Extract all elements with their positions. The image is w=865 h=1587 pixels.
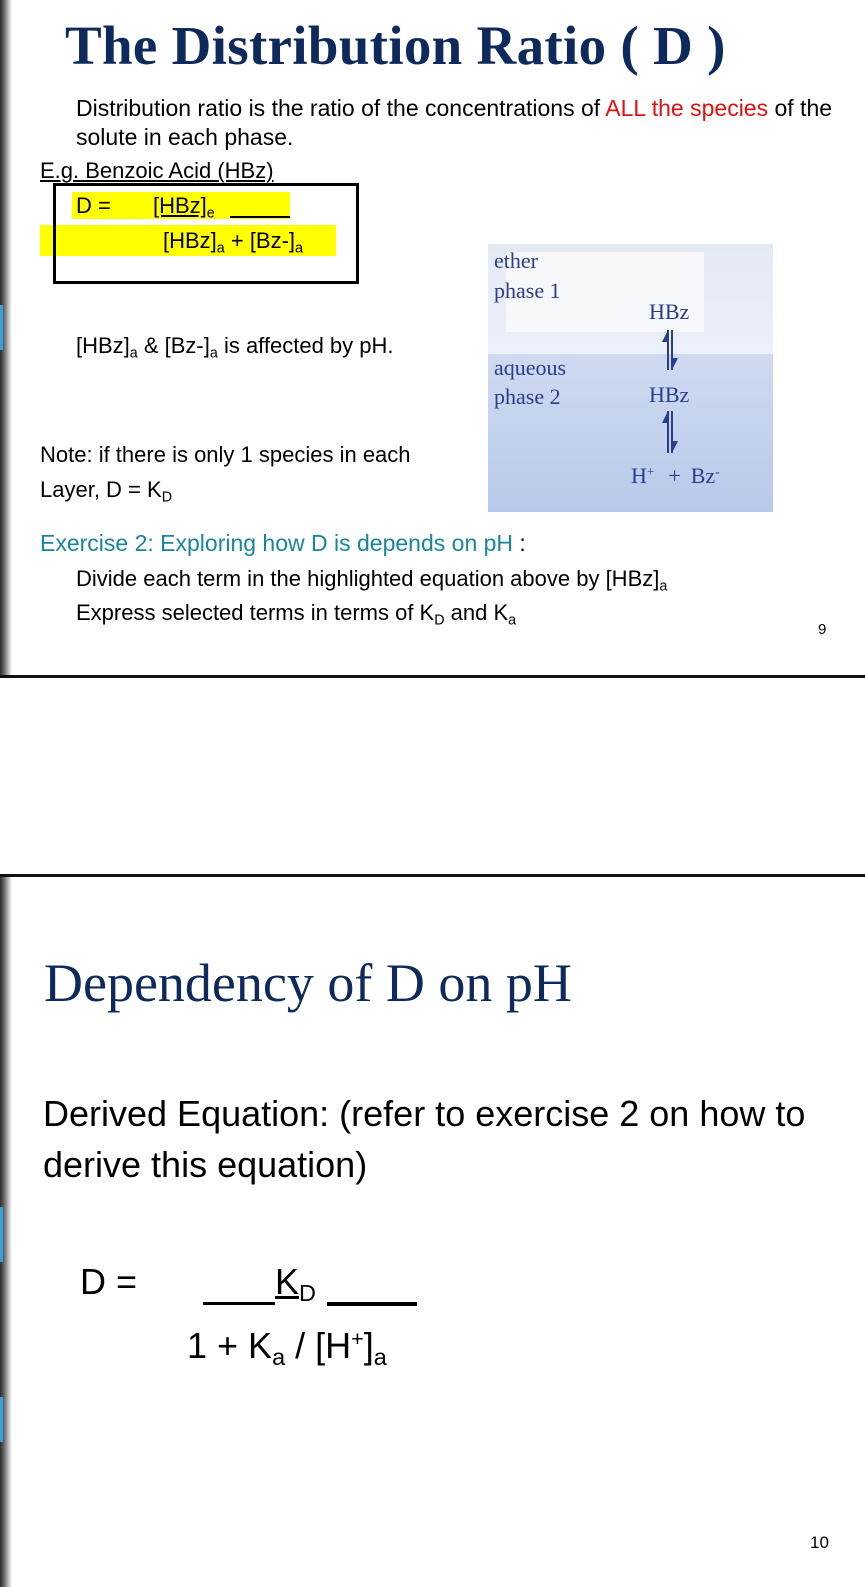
edge-accent-bar (0, 1397, 3, 1442)
exercise-step-1-subscript: a (659, 578, 668, 595)
definition-end-text: of the solute in each phase. (76, 95, 833, 150)
edge-accent-bar (0, 1207, 3, 1262)
note-line-2 (40, 472, 411, 507)
denominator-close: ] (363, 1325, 374, 1366)
exercise-step-2-mid: and K (444, 600, 509, 625)
ion-bz: Bz (690, 463, 716, 488)
example-label: E.g. Benzoic Acid (HBz) (40, 158, 274, 183)
slide-gap (0, 678, 865, 874)
slide-9 (0, 0, 865, 675)
denominator-b-subscript: a (295, 240, 303, 257)
ion-plus: + (668, 463, 681, 488)
aqueous-label-2: phase 2 (494, 384, 561, 409)
numerator-subscript: D (299, 1280, 316, 1307)
exercise-step-2-subscript-a: a (508, 612, 517, 629)
denominator-subscript-a: a (272, 1344, 286, 1371)
slide-title: Dependency of D on pH (44, 953, 572, 1013)
species-hbz-ether: HBz (649, 299, 690, 324)
exercise-heading-text: Exercise 2: Exploring how D is depends on pH (40, 530, 514, 556)
equation-numerator (275, 1261, 316, 1307)
page-number: 9 (818, 621, 827, 638)
numerator-text: [HBz] (153, 193, 207, 218)
numerator-text: K (275, 1261, 300, 1302)
exercise-step-2-subscript-d: D (434, 612, 445, 629)
note-text (40, 437, 411, 507)
definition-black-text: Distribution ratio is the ratio of the concentrations of (76, 95, 606, 121)
definition-highlight-text: ALL the species (605, 95, 769, 121)
definition-text (76, 94, 836, 152)
denominator-a: [HBz] (163, 228, 217, 253)
note-line-2-subscript: D (161, 489, 173, 506)
exercise-step-1 (76, 566, 668, 595)
exercise-step-1-text: Divide each term in the highlighted equation above by [HBz] (76, 566, 660, 591)
note-line-1: Note: if there is only 1 species in each (40, 442, 411, 467)
ether-label-2: phase 1 (494, 278, 561, 303)
derived-equation-text: Derived Equation: (refer to exercise 2 on how to derive this equation) (43, 1093, 806, 1185)
exercise-heading-colon: : (513, 530, 526, 556)
ion-h: H (631, 463, 647, 488)
equation-denominator (163, 228, 303, 257)
equation-lhs: D = (80, 1261, 138, 1302)
ph-species-a-subscript: a (129, 345, 138, 362)
equation-denominator (187, 1325, 387, 1371)
exercise-heading (40, 530, 526, 557)
denominator-superscript: + (351, 1326, 364, 1352)
ion-equation (631, 462, 720, 490)
denominator-b: + [Bz-] (224, 228, 296, 253)
ph-species-b-subscript: a (209, 345, 218, 362)
ion-bz-charge: - (715, 463, 720, 479)
fraction-line-right (327, 1302, 417, 1306)
dissociation-arrow-icon (658, 409, 682, 455)
ether-label-1: ether (494, 248, 538, 273)
phase-diagram (488, 244, 773, 512)
exercise-step-2-text: Express selected terms in terms of K (76, 600, 435, 625)
denominator-mid: / [H (285, 1325, 352, 1366)
ph-species-a: [HBz] (76, 333, 130, 358)
fraction-line (230, 216, 290, 218)
slide-title: The Distribution Ratio ( D ) (65, 15, 726, 76)
denominator-subscript-a2: a (373, 1344, 387, 1371)
ph-statement (76, 333, 394, 362)
denominator-a-subscript: a (216, 240, 225, 257)
aqueous-label-1: aqueous (494, 355, 567, 380)
numerator-subscript: e (206, 205, 215, 222)
slide-10 (0, 877, 865, 1587)
equation-numerator (153, 193, 215, 222)
equilibrium-arrow-icon (658, 328, 682, 372)
denominator-prefix: 1 + K (187, 1325, 273, 1366)
ph-statement-end: is affected by pH. (217, 333, 394, 358)
ion-h-charge: + (646, 463, 655, 479)
edge-accent-bar (0, 305, 3, 350)
exercise-step-2 (76, 600, 517, 629)
species-hbz-aqueous: HBz (649, 382, 690, 407)
note-line-2-text: Layer, D = K (40, 477, 162, 502)
fraction-line-left (203, 1302, 275, 1305)
page-number: 10 (810, 1533, 829, 1552)
equation-lhs: D = (76, 193, 111, 218)
ph-species-b: & [Bz-] (137, 333, 210, 358)
